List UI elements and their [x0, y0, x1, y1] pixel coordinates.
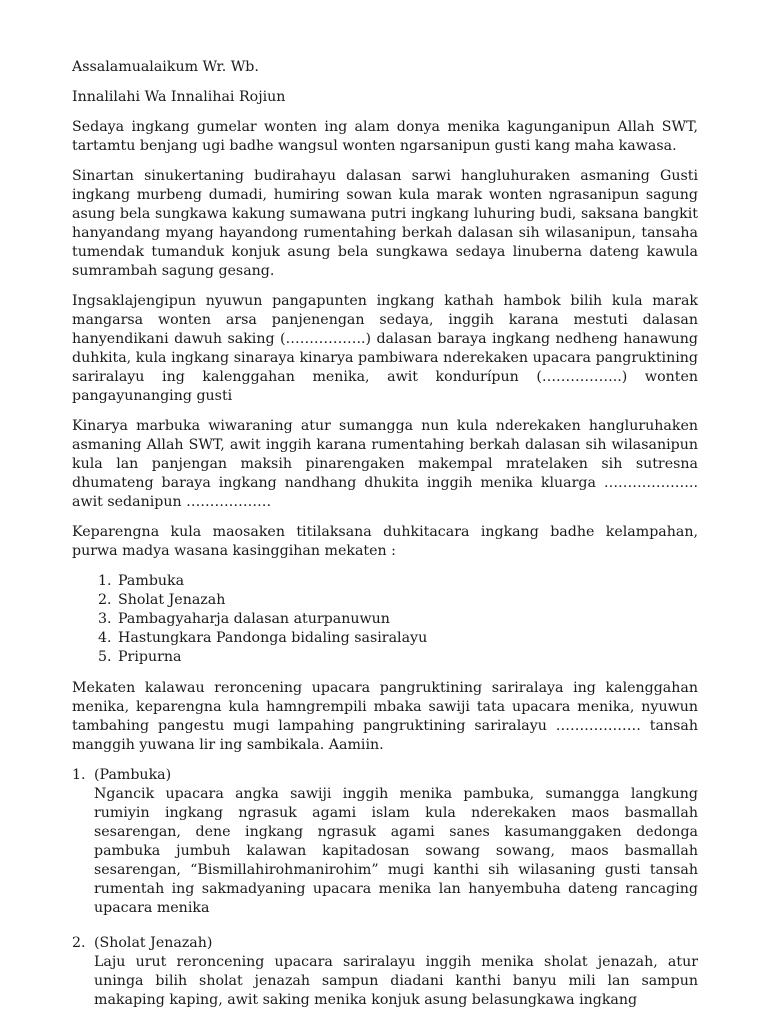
paragraph-3: Ingsaklajengipun nyuwun pangapunten ingkang kathah hambok bilih kula marak mangarsa wonten arsa panjenengan sedaya, inggih karana mestuti dalasan hanyendikani dawuh saking (……………..) dalasan baraya ingkang nedheng hanawung duhkita, kula ingkang sinaraya kinarya pambiwara nderekaken upacara pangruktining sariralayu ing kalenggahan menika, awit kondurípun (……………..) wonten pangayunanging gusti — [72, 293, 698, 404]
paragraph-4: Kinarya marbuka wiwaraning atur sumangga nun kula nderekaken hangluruhaken asmaning Allah SWT, awit inggih karana rumentahing berkah dalasan sih wilasanipun kula lan panjengan maksih pinarengaken makempal mratelaken sih sutresna dhumateng baraya ingkang nandhang dhukita inggih menika kluarga ……………….. awit sedanipun ……………… — [72, 418, 698, 510]
agenda-item-pambuka: 1. Pambuka — [116, 572, 698, 591]
innalilahi-line: Innalilahi Wa Innalihai Rojiun — [72, 89, 286, 105]
closing-paragraph: Mekaten kalawau reroncening upacara pangruktining sariralaya ing kalenggahan menika, keparengna kula hamngrempili mbaka sawiji tata upacara menika, nyuwun tambahing pangestu mugi lampahing pangruktining sariralayu ……………… tansah manggih yuwana lir ing sambikala. Aamiin. — [72, 680, 698, 753]
greeting: Assalamualaikum Wr. Wb. — [72, 59, 259, 75]
agenda-item-pripurna: 5. Pripurna — [116, 648, 698, 667]
section-number: 1. — [72, 767, 86, 783]
agenda-item-pambagyaharja: 3. Pambagyaharja dalasan aturpanuwun — [116, 610, 698, 629]
section-number: 2. — [72, 935, 86, 951]
section-text: Ngancik upacara angka sawiji inggih menika pambuka, sumangga langkung rumiyin ingkang ngrasuk agami islam kula nderekaken maos basmallah sesarengan, dene ingkang ngrasuk agami sanes kasumanggaken dedonga pambuka jumbuh kalawan kapitadosan sowang sowang, maos basmallah sesarengan, “Bismillahirohmanirohim” mugi kanthi sih wilasaning gusti tansah rumentah ing sakmadyaning upacara menika lan hanyembuha dateng rancaging upacara menika — [94, 786, 698, 916]
section-pambuka — [72, 766, 698, 918]
section-heading: (Sholat Jenazah) — [94, 935, 213, 951]
section-sholat-jenazah — [72, 934, 698, 1010]
paragraph-5: Keparengna kula maosaken titilaksana duhkitacara ingkang badhe kelampahan, purwa madya wasana kasinggihan mekaten : — [72, 524, 698, 559]
agenda-item-sholat-jenazah: 2. Sholat Jenazah — [116, 591, 698, 610]
paragraph-1: Sedaya ingkang gumelar wonten ing alam donya menika kagunganipun Allah SWT, tartamtu benjang ugi badhe wangsul wonten ngarsanipun gusti kang maha kawasa. — [72, 119, 698, 154]
section-text: Laju urut reroncening upacara sariralayu inggih menika sholat jenazah, atur uninga bilih sholat jenazah sampun diadani kanthi banyu mili lan sampun makaping kaping, awit saking menika konjuk asung belasungkawa ingkang — [94, 954, 698, 1008]
paragraph-2: Sinartan sinukertaning budirahayu dalasan sarwi hangluhuraken asmaning Gusti ingkang murbeng dumadi, humiring sowan kula marak wonten ngrasanipun sagung asung bela sungkawa kakung sumawana putri ingkang luhuring budi, saksana bangkit hanyandang myang hayandong rumentahing berkah dalasan sih wilasanipun, tansaha tumendak tumanduk konjuk asung bela sungkawa sedaya linuberna dateng kawula sumrambah sagung gesang. — [72, 168, 698, 279]
agenda-list — [72, 572, 698, 667]
agenda-item-hastungkara: 4. Hastungkara Pandonga bidaling sasiralayu — [116, 629, 698, 648]
section-heading: (Pambuka) — [94, 767, 172, 783]
